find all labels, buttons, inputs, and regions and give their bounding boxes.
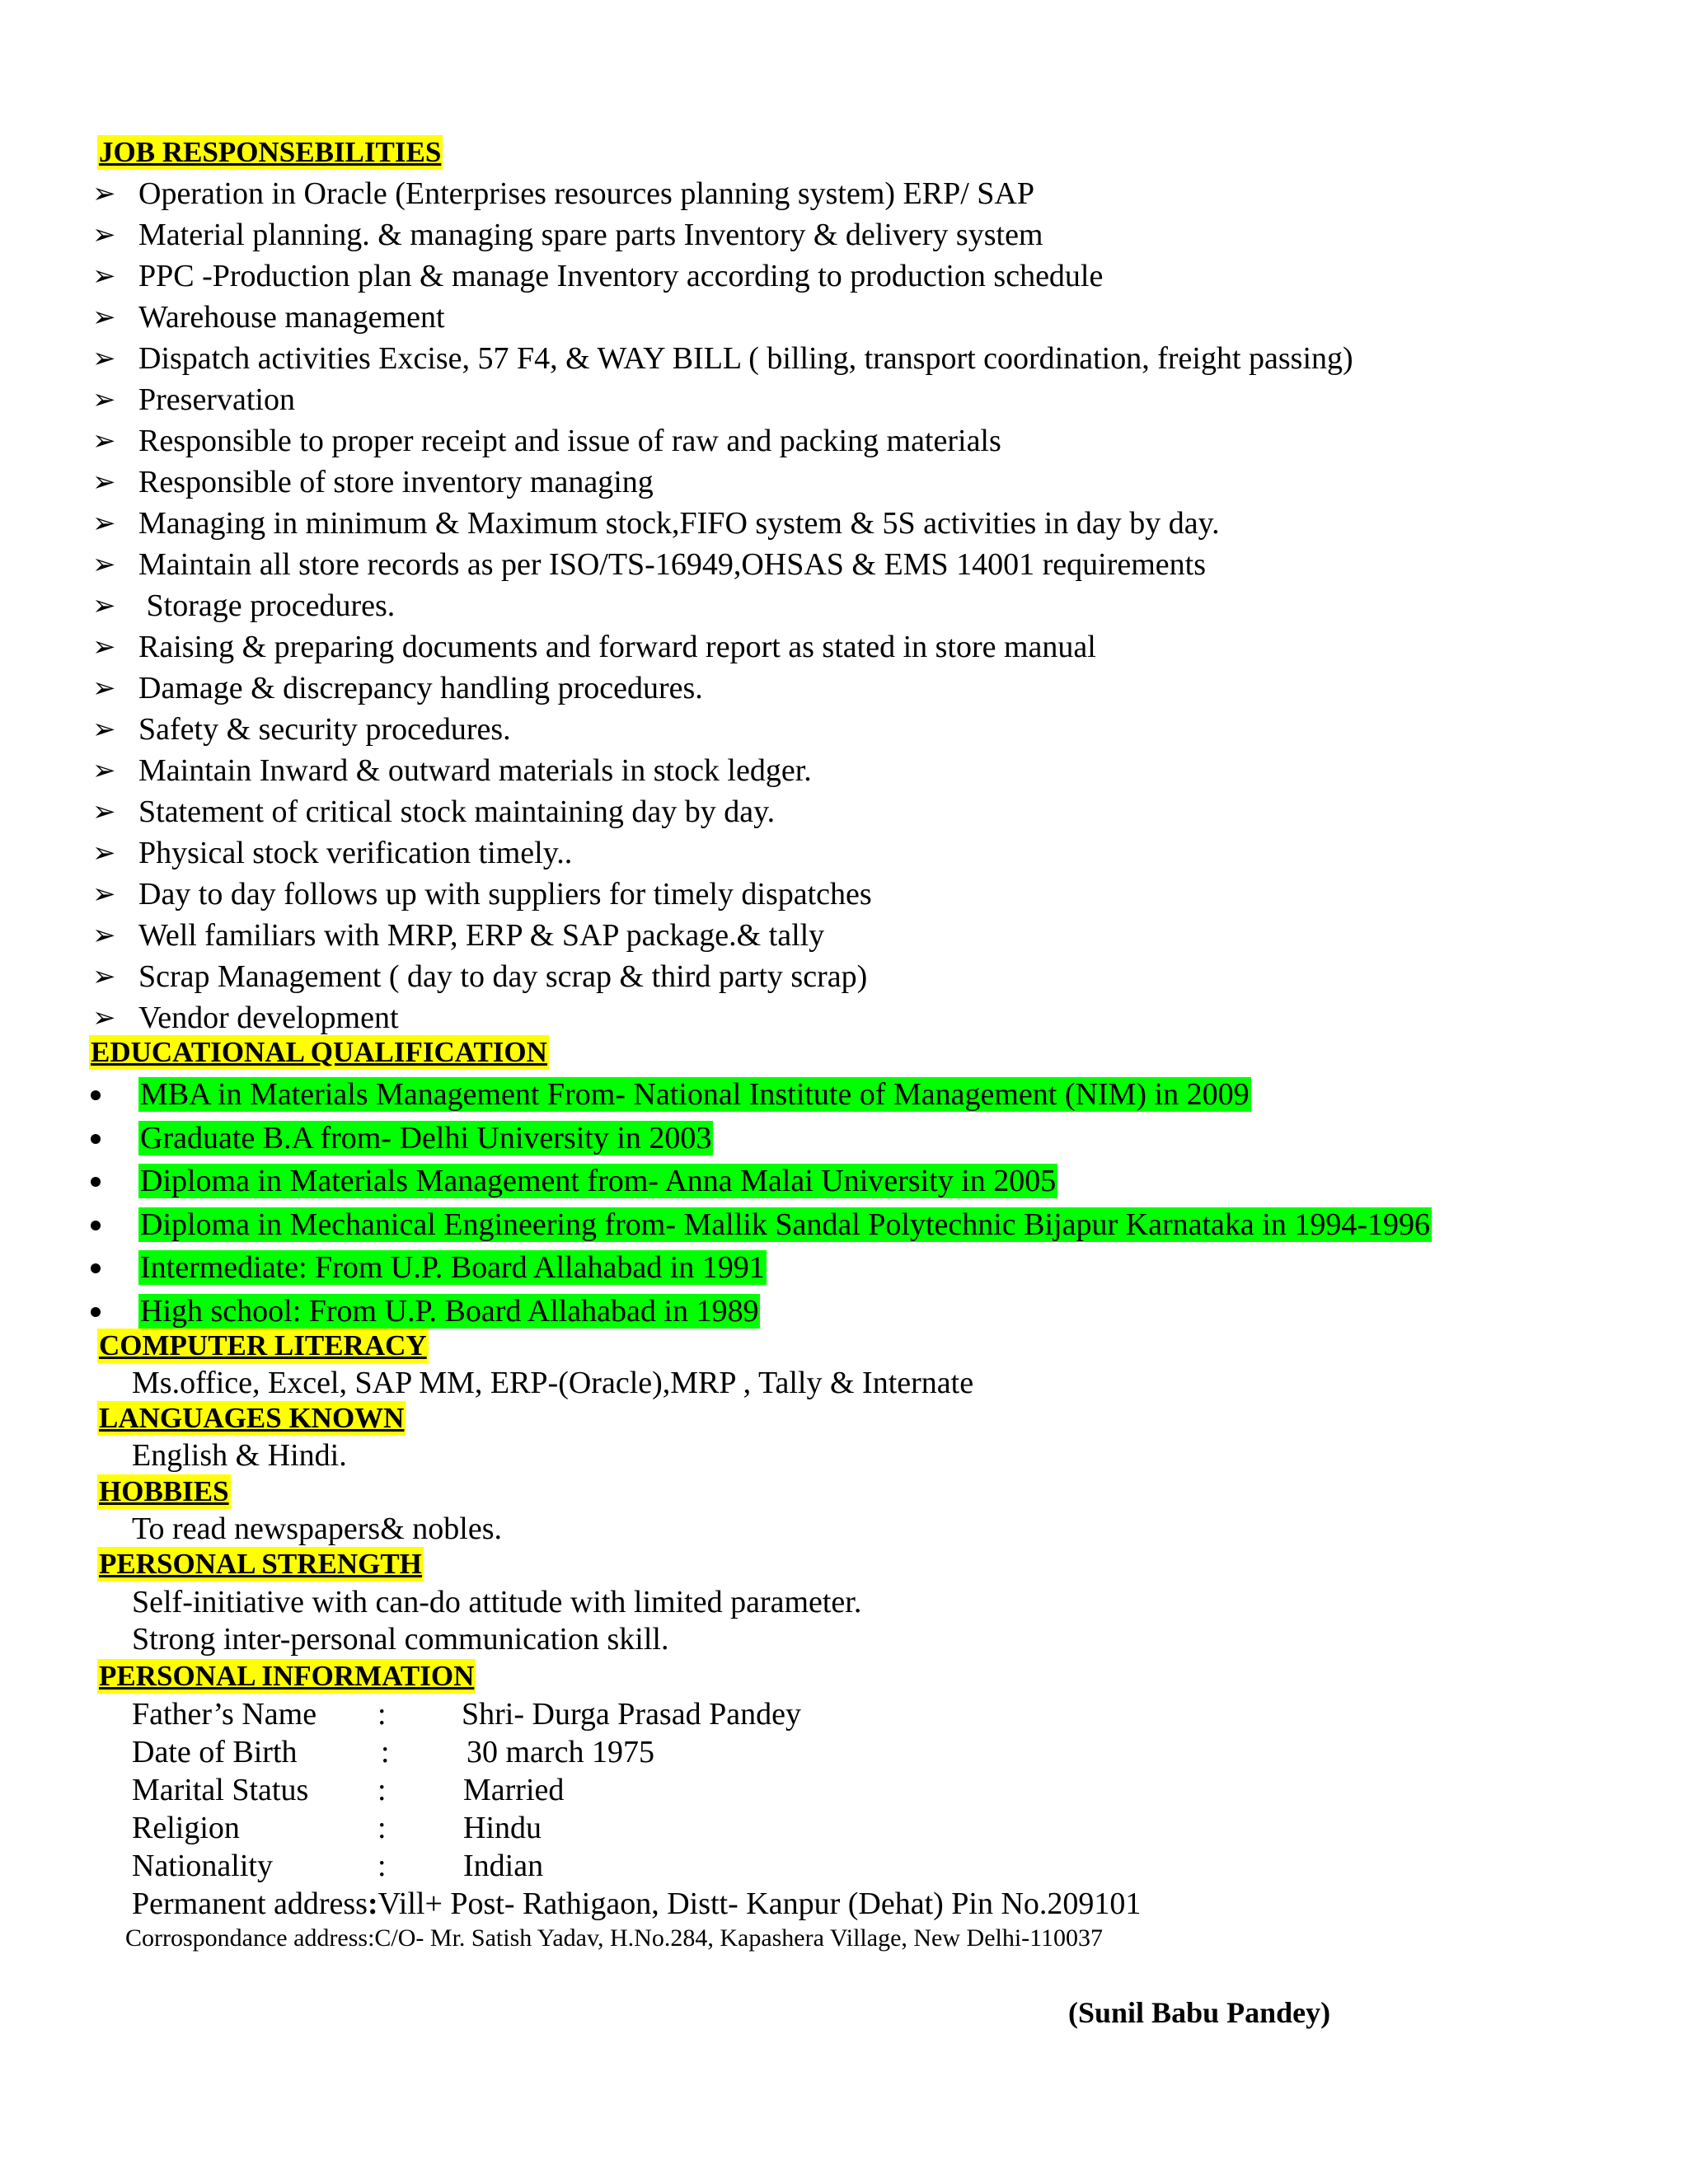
- marital-status-value: Married: [463, 1773, 565, 1807]
- hobbies-text: To read newspapers& nobles.: [132, 1511, 502, 1546]
- list-item: ➢ Material planning. & managing spare parts Inventory & delivery system: [89, 214, 1353, 255]
- arrow-bullet-icon: ➢: [92, 795, 116, 828]
- education-list: [82, 1073, 1432, 1333]
- dob-value: 30 march 1975: [467, 1735, 654, 1769]
- personal-information-heading: PERSONAL INFORMATION: [99, 1660, 475, 1692]
- list-item: Graduate B.A from- Delhi University in 2003: [82, 1117, 1432, 1160]
- arrow-bullet-icon: ➢: [92, 507, 116, 540]
- list-item: ➢ Physical stock verification timely..: [89, 832, 1353, 874]
- field-colon: :: [367, 1886, 378, 1921]
- arrow-bullet-icon: ➢: [92, 919, 116, 952]
- arrow-bullet-icon: ➢: [92, 878, 116, 911]
- bullet-dot-icon: [91, 1221, 101, 1230]
- arrow-bullet-icon: ➢: [92, 589, 116, 622]
- bullet-dot-icon: [91, 1307, 101, 1317]
- arrow-bullet-icon: ➢: [92, 260, 116, 293]
- father-name-label: Father’s Name: [132, 1697, 317, 1732]
- arrow-bullet-icon: ➢: [92, 630, 116, 663]
- field-colon: :: [377, 1697, 387, 1732]
- list-item: ➢ Responsible of store inventory managing: [89, 462, 1353, 503]
- arrow-bullet-icon: ➢: [92, 837, 116, 869]
- nationality-label: Nationality: [132, 1849, 273, 1883]
- list-item: ➢ Maintain all store records as per ISO/TS-16949,OHSAS & EMS 14001 requirements: [89, 544, 1353, 585]
- bullet-dot-icon: [91, 1263, 101, 1273]
- arrow-bullet-icon: ➢: [92, 960, 116, 993]
- arrow-bullet-icon: ➢: [92, 342, 116, 375]
- dob-label: Date of Birth: [132, 1735, 298, 1769]
- correspondence-address: Corrospondance address:C/O- Mr. Satish Yadav, H.No.284, Kapashera Village, New Delhi-110037: [125, 1924, 1104, 1952]
- arrow-bullet-icon: ➢: [92, 177, 116, 210]
- list-item: High school: From U.P. Board Allahabad in 1989: [82, 1290, 1432, 1333]
- permanent-address: [132, 1886, 1141, 1922]
- hobbies-heading: HOBBIES: [99, 1475, 229, 1507]
- list-item: ➢ Storage procedures.: [89, 585, 1353, 626]
- religion-value: Hindu: [463, 1811, 542, 1845]
- list-item: ➢ Vendor development: [89, 997, 1353, 1038]
- permanent-address-label: Permanent address: [132, 1886, 368, 1921]
- list-item: ➢ Operation in Oracle (Enterprises resources planning system) ERP/ SAP: [89, 173, 1353, 214]
- list-item: ➢ PPC -Production plan & manage Inventory according to production schedule: [89, 255, 1353, 297]
- list-item: ➢ Statement of critical stock maintaining day by day.: [89, 791, 1353, 832]
- list-item: ➢ Warehouse management: [89, 297, 1353, 338]
- list-item: ➢ Scrap Management ( day to day scrap & third party scrap): [89, 956, 1353, 997]
- list-item: ➢ Damage & discrepancy handling procedures.: [89, 668, 1353, 709]
- languages-text: English & Hindi.: [132, 1438, 347, 1473]
- job-responsibilities-heading: JOB RESPONSEBILITIES: [99, 136, 442, 168]
- marital-status-label: Marital Status: [132, 1773, 309, 1807]
- field-colon: :: [377, 1773, 387, 1807]
- bullet-dot-icon: [91, 1177, 101, 1187]
- field-colon: :: [377, 1811, 387, 1845]
- job-responsibilities-list: [89, 173, 1353, 1038]
- field-colon: :: [381, 1735, 390, 1769]
- list-item: ➢ Dispatch activities Excise, 57 F4, & WAY BILL ( billing, transport coordination, freight passing): [89, 338, 1353, 379]
- list-item: ➢ Well familiars with MRP, ERP & SAP package.& tally: [89, 915, 1353, 956]
- arrow-bullet-icon: ➢: [92, 672, 116, 705]
- father-name-value: Shri- Durga Prasad Pandey: [462, 1697, 801, 1732]
- list-item: ➢ Managing in minimum & Maximum stock,FIFO system & 5S activities in day by day.: [89, 503, 1353, 544]
- bullet-dot-icon: [91, 1134, 101, 1144]
- permanent-address-value: Vill+ Post- Rathigaon, Distt- Kanpur (Dehat) Pin No.209101: [377, 1886, 1142, 1921]
- arrow-bullet-icon: ➢: [92, 301, 116, 334]
- bullet-dot-icon: [91, 1090, 101, 1100]
- list-item: Intermediate: From U.P. Board Allahabad in 1991: [82, 1246, 1432, 1290]
- arrow-bullet-icon: ➢: [92, 548, 116, 581]
- arrow-bullet-icon: ➢: [92, 466, 116, 499]
- education-heading: EDUCATIONAL QUALIFICATION: [91, 1036, 547, 1068]
- arrow-bullet-icon: ➢: [92, 218, 116, 251]
- computer-literacy-text: Ms.office, Excel, SAP MM, ERP-(Oracle),MRP , Tally & Internate: [132, 1366, 974, 1400]
- arrow-bullet-icon: ➢: [92, 383, 116, 416]
- list-item: ➢ Maintain Inward & outward materials in stock ledger.: [89, 750, 1353, 791]
- arrow-bullet-icon: ➢: [92, 424, 116, 457]
- list-item: ➢ Day to day follows up with suppliers for timely dispatches: [89, 874, 1353, 915]
- computer-literacy-heading: COMPUTER LITERACY: [99, 1329, 427, 1361]
- list-item: ➢ Raising & preparing documents and forward report as stated in store manual: [89, 626, 1353, 668]
- arrow-bullet-icon: ➢: [92, 754, 116, 787]
- list-item: ➢ Preservation: [89, 379, 1353, 420]
- languages-heading: LANGUAGES KNOWN: [99, 1402, 405, 1434]
- strength-line: Self-initiative with can-do attitude with limited parameter.: [132, 1585, 862, 1619]
- religion-label: Religion: [132, 1811, 240, 1845]
- list-item: Diploma in Mechanical Engineering from- Mallik Sandal Polytechnic Bijapur Karnataka in 1994-1996: [82, 1203, 1432, 1247]
- personal-strength-heading: PERSONAL STRENGTH: [99, 1548, 422, 1580]
- list-item: ➢ Responsible to proper receipt and issue of raw and packing materials: [89, 420, 1353, 462]
- list-item: Diploma in Materials Management from- Anna Malai University in 2005: [82, 1160, 1432, 1203]
- strength-line: Strong inter-personal communication skill.: [132, 1622, 669, 1657]
- signature-name: (Sunil Babu Pandey): [1068, 1996, 1331, 2029]
- list-item: ➢ Safety & security procedures.: [89, 709, 1353, 750]
- arrow-bullet-icon: ➢: [92, 713, 116, 746]
- list-item: MBA in Materials Management From- National Institute of Management (NIM) in 2009: [82, 1073, 1432, 1117]
- arrow-bullet-icon: ➢: [92, 1001, 116, 1034]
- nationality-value: Indian: [463, 1849, 544, 1883]
- field-colon: :: [377, 1849, 387, 1883]
